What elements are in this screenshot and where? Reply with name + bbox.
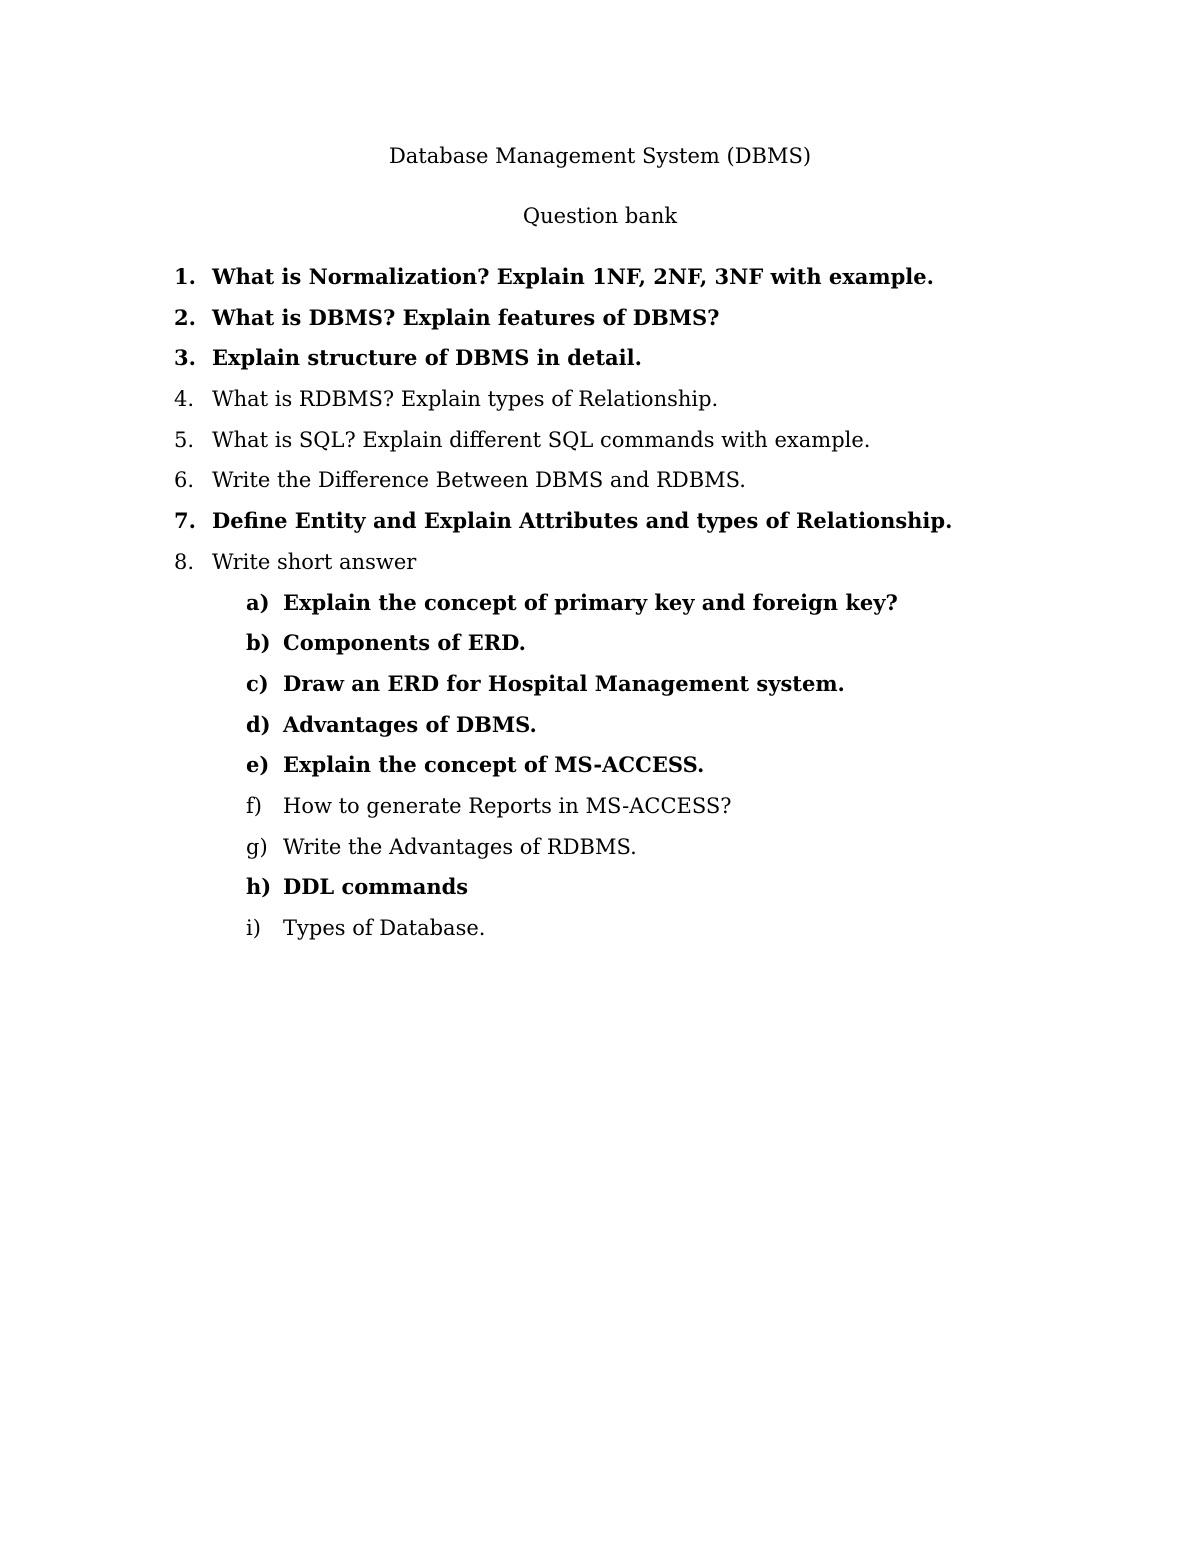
- sub-question-letter: a): [246, 589, 270, 615]
- sub-question-letter: f): [246, 793, 262, 818]
- sub-question-text: Write the Advantages of RDBMS.: [283, 834, 637, 859]
- question-number: 1.: [174, 264, 196, 289]
- question-item: [174, 345, 1134, 386]
- sub-question-item: [246, 590, 1134, 631]
- sub-question-item: [246, 712, 1134, 753]
- sub-question-text: Types of Database.: [283, 916, 486, 940]
- sub-question-item: [246, 630, 1134, 671]
- question-number: 6.: [174, 468, 195, 493]
- sub-question-text: Explain the concept of primary key and foreign key?: [283, 589, 898, 615]
- sub-question-item: [246, 671, 1134, 712]
- sub-question-text: Explain the concept of MS-ACCESS.: [283, 752, 705, 778]
- question-text: What is SQL? Explain different SQL commands with example.: [212, 427, 871, 452]
- question-text: Write the Difference Between DBMS and RDBMS.: [212, 468, 746, 493]
- question-number: 3.: [174, 345, 196, 371]
- question-item: [174, 264, 1134, 305]
- question-item: [174, 549, 1134, 590]
- sub-question-letter: g): [246, 834, 268, 859]
- question-text: What is Normalization? Explain 1NF, 2NF, 3NF with example.: [212, 264, 934, 289]
- sub-question-item: [246, 752, 1134, 793]
- question-number: 4.: [174, 387, 195, 412]
- question-number: 2.: [174, 304, 196, 330]
- question-text: Write short answer: [212, 549, 417, 574]
- sub-question-text: DDL commands: [283, 874, 469, 900]
- document-subtitle: Question bank: [522, 204, 678, 228]
- sub-question-text: Advantages of DBMS.: [283, 711, 537, 737]
- sub-question-text: Draw an ERD for Hospital Management system.: [283, 670, 845, 696]
- question-number: 7.: [174, 508, 196, 534]
- question-text: Explain structure of DBMS in detail.: [212, 345, 642, 371]
- sub-question-letter: b): [246, 630, 271, 656]
- question-text: Define Entity and Explain Attributes and types of Relationship.: [212, 508, 953, 534]
- sub-question-letter: i): [246, 916, 261, 940]
- sub-question-item: [246, 834, 1134, 875]
- sub-question-letter: d): [246, 711, 271, 737]
- question-list: [174, 264, 1134, 956]
- question-item: [174, 427, 1134, 468]
- sub-question-list: [246, 590, 1134, 956]
- question-item: [174, 386, 1134, 427]
- sub-question-text: Components of ERD.: [283, 630, 526, 656]
- sub-question-item: [246, 793, 1134, 834]
- question-item: [174, 467, 1134, 508]
- sub-question-text: How to generate Reports in MS-ACCESS?: [283, 793, 732, 818]
- sub-question-item: [246, 915, 1134, 956]
- sub-question-letter: c): [246, 670, 269, 696]
- sub-question-letter: h): [246, 874, 272, 900]
- question-text: What is DBMS? Explain features of DBMS?: [212, 304, 720, 330]
- document-title: Database Management System (DBMS): [388, 144, 812, 168]
- question-number: 5.: [174, 427, 195, 452]
- question-text: What is RDBMS? Explain types of Relationship.: [212, 387, 719, 412]
- sub-question-item: [246, 874, 1134, 915]
- question-number: 8.: [174, 549, 195, 574]
- question-item: [174, 305, 1134, 346]
- question-item: [174, 508, 1134, 549]
- sub-question-letter: e): [246, 752, 270, 778]
